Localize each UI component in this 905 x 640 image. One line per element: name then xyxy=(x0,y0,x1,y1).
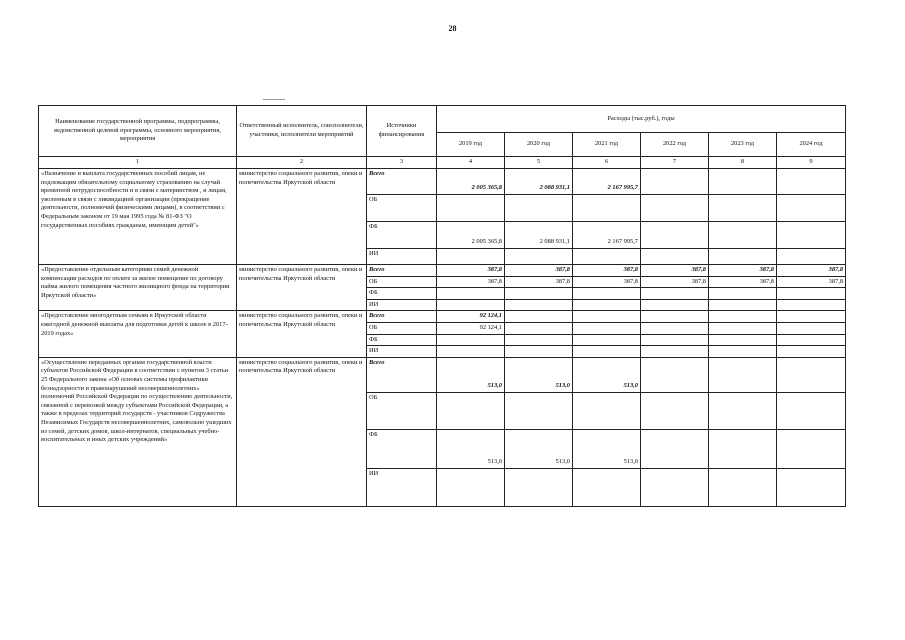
amount-cell xyxy=(641,288,709,300)
responsible-executor: министерство социального развития, опеки и попечительства Иркутской области xyxy=(237,265,367,311)
funding-source: ОБ xyxy=(367,276,437,288)
amount-cell xyxy=(437,468,505,506)
amount-cell xyxy=(437,249,505,265)
index-row xyxy=(39,157,846,169)
amount-cell xyxy=(641,222,709,249)
amount-cell: 387,8 xyxy=(437,276,505,288)
amount-cell xyxy=(777,222,846,249)
amount-cell: 92 124,1 xyxy=(437,322,505,334)
amount-cell xyxy=(641,357,709,392)
amount-cell: 387,8 xyxy=(437,265,505,277)
amount-cell xyxy=(777,429,846,468)
index-cell: 6 xyxy=(573,157,641,169)
index-cell: 9 xyxy=(777,157,846,169)
funding-source: Всего xyxy=(367,357,437,392)
amount-cell xyxy=(777,169,846,195)
amount-cell xyxy=(573,322,641,334)
index-cell: 1 xyxy=(39,157,237,169)
amount-cell xyxy=(709,311,777,323)
amount-cell xyxy=(437,334,505,346)
header-year: 2022 год xyxy=(641,133,709,157)
amount-cell xyxy=(777,468,846,506)
amount-cell: 513,0 xyxy=(437,429,505,468)
header-year: 2019 год xyxy=(437,133,505,157)
amount-cell xyxy=(709,429,777,468)
index-cell: 8 xyxy=(709,157,777,169)
funding-source: ИИ xyxy=(367,299,437,311)
amount-cell xyxy=(641,468,709,506)
amount-cell: 387,8 xyxy=(505,276,573,288)
amount-cell xyxy=(505,195,573,222)
header-year: 2024 год xyxy=(777,133,846,157)
amount-cell: 387,8 xyxy=(641,265,709,277)
amount-cell xyxy=(709,299,777,311)
responsible-executor: министерство социального развития, опеки и попечительства Иркутской области xyxy=(237,357,367,506)
funding-source: Всего xyxy=(367,265,437,277)
amount-cell xyxy=(505,334,573,346)
amount-cell xyxy=(709,357,777,392)
measure-name: «Осуществление переданных органам государственной власти субъектов Российской Федерации в соответствии с пунктом 3 статьи 25 Федерального закона «Об основах системы профилактики безнадзорности и правонарушений несовершеннолетних» полномочий Российской Федерации по осуществлению деятельности, связанной с перевозкой между субъектами Российской Федерации, а также в пределах территорий государств - участников Содружества Независимых Государств несовершеннолетних, самовольно ушедших из семей, детских домов, школ-интернатов, специальных учебно-воспитательных и иных детских учреждений» xyxy=(39,357,237,506)
amount-cell xyxy=(505,346,573,358)
amount-cell: 387,8 xyxy=(709,276,777,288)
index-cell: 2 xyxy=(237,157,367,169)
amount-cell xyxy=(777,249,846,265)
amount-cell xyxy=(709,169,777,195)
amount-cell xyxy=(777,288,846,300)
amount-cell xyxy=(505,288,573,300)
funding-source: Всего xyxy=(367,169,437,195)
amount-cell: 513,0 xyxy=(437,357,505,392)
amount-cell xyxy=(777,311,846,323)
header-year: 2023 год xyxy=(709,133,777,157)
funding-source: ФБ xyxy=(367,429,437,468)
amount-cell xyxy=(641,195,709,222)
amount-cell: 387,8 xyxy=(641,276,709,288)
header-name: Наименование государственной программы, подпрограммы, ведомственной целевой программы, основного мероприятия, мероприятия xyxy=(39,106,237,157)
amount-cell xyxy=(641,346,709,358)
amount-cell xyxy=(777,392,846,429)
amount-cell xyxy=(709,288,777,300)
funding-source: ИИ xyxy=(367,346,437,358)
amount-cell xyxy=(573,195,641,222)
amount-cell xyxy=(777,334,846,346)
amount-cell xyxy=(641,311,709,323)
table-body xyxy=(39,169,846,507)
amount-cell xyxy=(709,195,777,222)
table-row xyxy=(39,357,846,392)
index-cell: 5 xyxy=(505,157,573,169)
amount-cell xyxy=(573,392,641,429)
amount-cell: 2 005 365,8 xyxy=(437,222,505,249)
amount-cell xyxy=(437,346,505,358)
amount-cell: 513,0 xyxy=(573,357,641,392)
amount-cell: 2 088 931,1 xyxy=(505,169,573,195)
amount-cell: 513,0 xyxy=(505,357,573,392)
amount-cell xyxy=(641,299,709,311)
amount-cell xyxy=(573,311,641,323)
amount-cell xyxy=(505,311,573,323)
amount-cell xyxy=(437,299,505,311)
amount-cell xyxy=(573,299,641,311)
amount-cell: 2 167 995,7 xyxy=(573,169,641,195)
responsible-executor: министерство социального развития, опеки и попечительства Иркутской области xyxy=(237,311,367,357)
amount-cell xyxy=(777,357,846,392)
amount-cell xyxy=(777,346,846,358)
amount-cell: 387,8 xyxy=(777,276,846,288)
index-cell: 3 xyxy=(367,157,437,169)
amount-cell xyxy=(709,346,777,358)
funding-source: ОБ xyxy=(367,322,437,334)
amount-cell xyxy=(641,392,709,429)
amount-cell: 387,8 xyxy=(573,265,641,277)
funding-source: ОБ xyxy=(367,392,437,429)
amount-cell: 387,8 xyxy=(709,265,777,277)
amount-cell xyxy=(709,468,777,506)
amount-cell xyxy=(437,195,505,222)
page-number: 28 xyxy=(448,24,457,33)
scan-mark xyxy=(263,99,285,100)
table-row xyxy=(39,311,846,323)
amount-cell xyxy=(573,334,641,346)
amount-cell xyxy=(505,249,573,265)
funding-source: ФБ xyxy=(367,222,437,249)
amount-cell xyxy=(641,322,709,334)
amount-cell xyxy=(641,429,709,468)
amount-cell xyxy=(437,392,505,429)
amount-cell: 513,0 xyxy=(573,429,641,468)
amount-cell xyxy=(709,322,777,334)
amount-cell: 387,8 xyxy=(777,265,846,277)
amount-cell xyxy=(573,249,641,265)
funding-source: ИИ xyxy=(367,468,437,506)
index-cell: 4 xyxy=(437,157,505,169)
amount-cell: 2 005 365,8 xyxy=(437,169,505,195)
table-row xyxy=(39,265,846,277)
amount-cell: 387,8 xyxy=(573,276,641,288)
amount-cell xyxy=(641,334,709,346)
amount-cell xyxy=(505,322,573,334)
index-cell: 7 xyxy=(641,157,709,169)
amount-cell: 387,8 xyxy=(505,265,573,277)
amount-cell: 92 124,1 xyxy=(437,311,505,323)
header-year: 2021 год xyxy=(573,133,641,157)
amount-cell xyxy=(709,222,777,249)
amount-cell xyxy=(641,169,709,195)
amount-cell xyxy=(573,288,641,300)
amount-cell xyxy=(573,346,641,358)
amount-cell xyxy=(777,322,846,334)
amount-cell: 2 088 931,1 xyxy=(505,222,573,249)
header-sources: Источники финансирования xyxy=(367,106,437,157)
measure-name: «Назначение и выплата государственных пособий лицам, не подлежащим обязательному социальному страхованию на случай временной нетрудоспособности и в связи с материнством , и лицам, уволенным в связи с ликвидацией организации (прекращение деятельности, полномочий физическими лицами), в соответствии с Федеральным законом от 19 мая 1995 года № 81-ФЗ "О государственных пособиях гражданам, имеющим детей"» xyxy=(39,169,237,265)
amount-cell xyxy=(777,299,846,311)
amount-cell xyxy=(505,392,573,429)
amount-cell: 2 167 995,7 xyxy=(573,222,641,249)
amount-cell xyxy=(641,249,709,265)
amount-cell xyxy=(505,299,573,311)
table-row xyxy=(39,169,846,195)
header-year: 2020 год xyxy=(505,133,573,157)
measure-name: «Предоставление многодетным семьям в Иркутской области ежегодной денежной выплаты для подготовки детей к школе в 2017-2019 годах» xyxy=(39,311,237,357)
measure-name: «Предоставление отдельным категориям семей денежной компенсации расходов по оплате за жилое помещение по договору найма жилого помещения частного жилищного фонда на территории Иркутской области» xyxy=(39,265,237,311)
header-expenses: Расходы (тыс.руб.), годы xyxy=(437,106,846,133)
funding-source: ОБ xyxy=(367,195,437,222)
amount-cell xyxy=(709,334,777,346)
header-responsible: Ответственный исполнитель, соисполнители, участники, исполнители мероприятий xyxy=(237,106,367,157)
funding-source: ИИ xyxy=(367,249,437,265)
amount-cell: 513,0 xyxy=(505,429,573,468)
funding-source: Всего xyxy=(367,311,437,323)
expenses-table xyxy=(38,105,846,507)
amount-cell xyxy=(437,288,505,300)
amount-cell xyxy=(777,195,846,222)
funding-source: ФБ xyxy=(367,288,437,300)
amount-cell xyxy=(709,392,777,429)
amount-cell xyxy=(505,468,573,506)
amount-cell xyxy=(709,249,777,265)
funding-source: ФБ xyxy=(367,334,437,346)
responsible-executor: министерство социального развития, опеки и попечительства Иркутской области xyxy=(237,169,367,265)
amount-cell xyxy=(573,468,641,506)
